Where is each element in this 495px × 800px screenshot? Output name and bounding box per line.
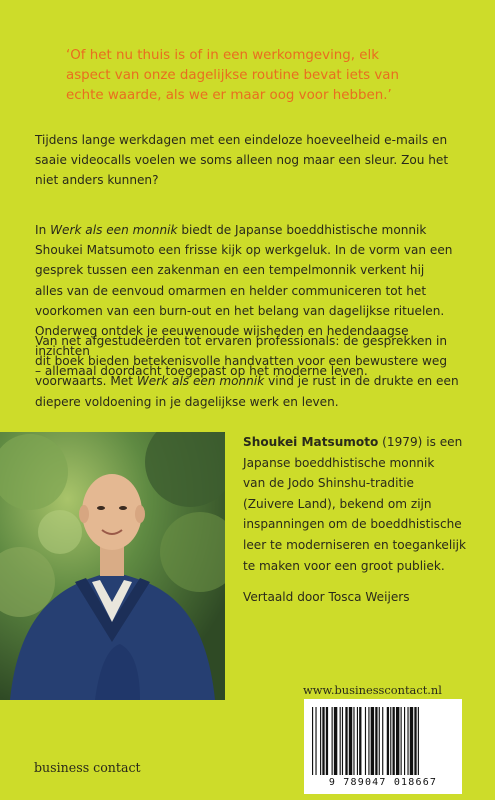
author-photo [0, 432, 225, 700]
barcode-bar [365, 707, 366, 775]
barcode-bar [375, 707, 377, 775]
barcode-bar [326, 707, 328, 775]
barcode-bar [418, 707, 419, 775]
text-line: dit boek bieden betekenisvolle handvatten voor een bewustere weg [35, 354, 448, 369]
barcode-bar [387, 707, 389, 775]
barcode-bar [414, 707, 416, 775]
barcode-bar [396, 707, 399, 775]
barcode-bar [353, 707, 354, 775]
barcode-bar [368, 707, 369, 775]
barcode-bar [312, 707, 313, 775]
translator-credit: Vertaald door Tosca Weijers [243, 590, 410, 604]
barcode-bar [357, 707, 358, 775]
barcode-bar [407, 707, 408, 775]
barcode-bar [315, 707, 316, 775]
text-line [243, 432, 473, 453]
pull-quote [66, 46, 456, 106]
barcode-bar [334, 707, 337, 775]
barcode-bar [410, 707, 413, 775]
barcode-bars [304, 699, 462, 779]
text-line: diepere voldoening in je dagelijkse werk en leven. [35, 394, 339, 409]
text-line: van de Jodo Shinshu-traditie [243, 476, 414, 491]
text-line [35, 371, 467, 391]
barcode-bar [401, 707, 402, 775]
publisher-logo: business contact [34, 760, 141, 775]
blurb-paragraph-1 [35, 130, 467, 191]
barcode-bar [345, 707, 347, 775]
barcode-bar [342, 707, 343, 775]
blurb-paragraph-3 [35, 331, 467, 412]
book-title: Werk als een monnik [50, 223, 178, 237]
quote-line: ‘Of het nu thuis is of in een werkomgeving, elk [66, 48, 380, 63]
author-name: Shoukei Matsumoto [243, 435, 379, 449]
text-line: inspanningen om de boeddhistische [243, 517, 462, 532]
text-line: Shoukei Matsumoto een frisse kijk op werkgeluk. In de vorm van een [35, 243, 453, 258]
barcode-bar [393, 707, 395, 775]
text-fragment: vind je rust in de drukte en een [264, 374, 459, 389]
text-fragment: (1979) is een [378, 435, 463, 449]
text-line: Van net afgestudeerden tot ervaren professionals: de gesprekken in [35, 334, 447, 348]
barcode-bar [404, 707, 405, 775]
quote-line: aspect van onze dagelijkse routine bevat iets van [66, 68, 399, 83]
barcode-bar [340, 707, 341, 775]
text-line: Japanse boeddhistische monnik [243, 455, 435, 470]
barcode-bar [349, 707, 352, 775]
barcode-bar [379, 707, 380, 775]
publisher-website: www.businesscontact.nl [303, 683, 442, 697]
text-line: leer te moderniseren en toegankelijk [243, 537, 466, 552]
barcode-bar [322, 707, 324, 775]
text-line: Onderweg ontdek je eeuwenoude wijsheden en hedendaagse inzichten [35, 324, 409, 359]
text-fragment: In [35, 223, 51, 237]
barcode-bar [332, 707, 333, 775]
text-line: voorkomen van een burn-out en het belang van dagelijkse rituelen. [35, 303, 445, 318]
text-line [35, 220, 467, 240]
barcode-bar [320, 707, 321, 775]
text-line: – allemaal doordacht toegepast op het moderne leven. [35, 364, 368, 379]
quote-line: echte waarde, als we er maar oog voor hebben.’ [66, 88, 392, 103]
book-title: Werk als een monnik [136, 374, 265, 389]
text-line: Tijdens lange werkdagen met een eindeloze hoeveelheid e-mails en [35, 133, 448, 147]
text-line: (Zuivere Land), bekend om zijn [243, 496, 432, 511]
barcode-bar [371, 707, 374, 775]
text-fragment: biedt de Japanse boeddhistische monnik [177, 223, 427, 237]
author-photo-illustration [0, 432, 225, 700]
barcode-bar [390, 707, 391, 775]
isbn-number: 9 789047 018667 [328, 777, 438, 788]
text-line: te maken voor een groot publiek. [243, 558, 445, 573]
text-line: alles van de eenvoud omarmen en helder communiceren tot het [35, 283, 427, 298]
text-line: saaie videocalls voelen we soms alleen nog maar een sleur. Zou het [35, 153, 449, 168]
isbn-barcode [304, 699, 462, 794]
barcode-bar [382, 707, 383, 775]
barcode-bar [359, 707, 361, 775]
text-line: gesprek tussen een zakenman en een tempelmonnik verkent hij [35, 263, 425, 278]
text-line: niet anders kunnen? [35, 173, 159, 188]
text-fragment: voorwaarts. Met [35, 374, 137, 389]
author-bio [243, 432, 473, 576]
